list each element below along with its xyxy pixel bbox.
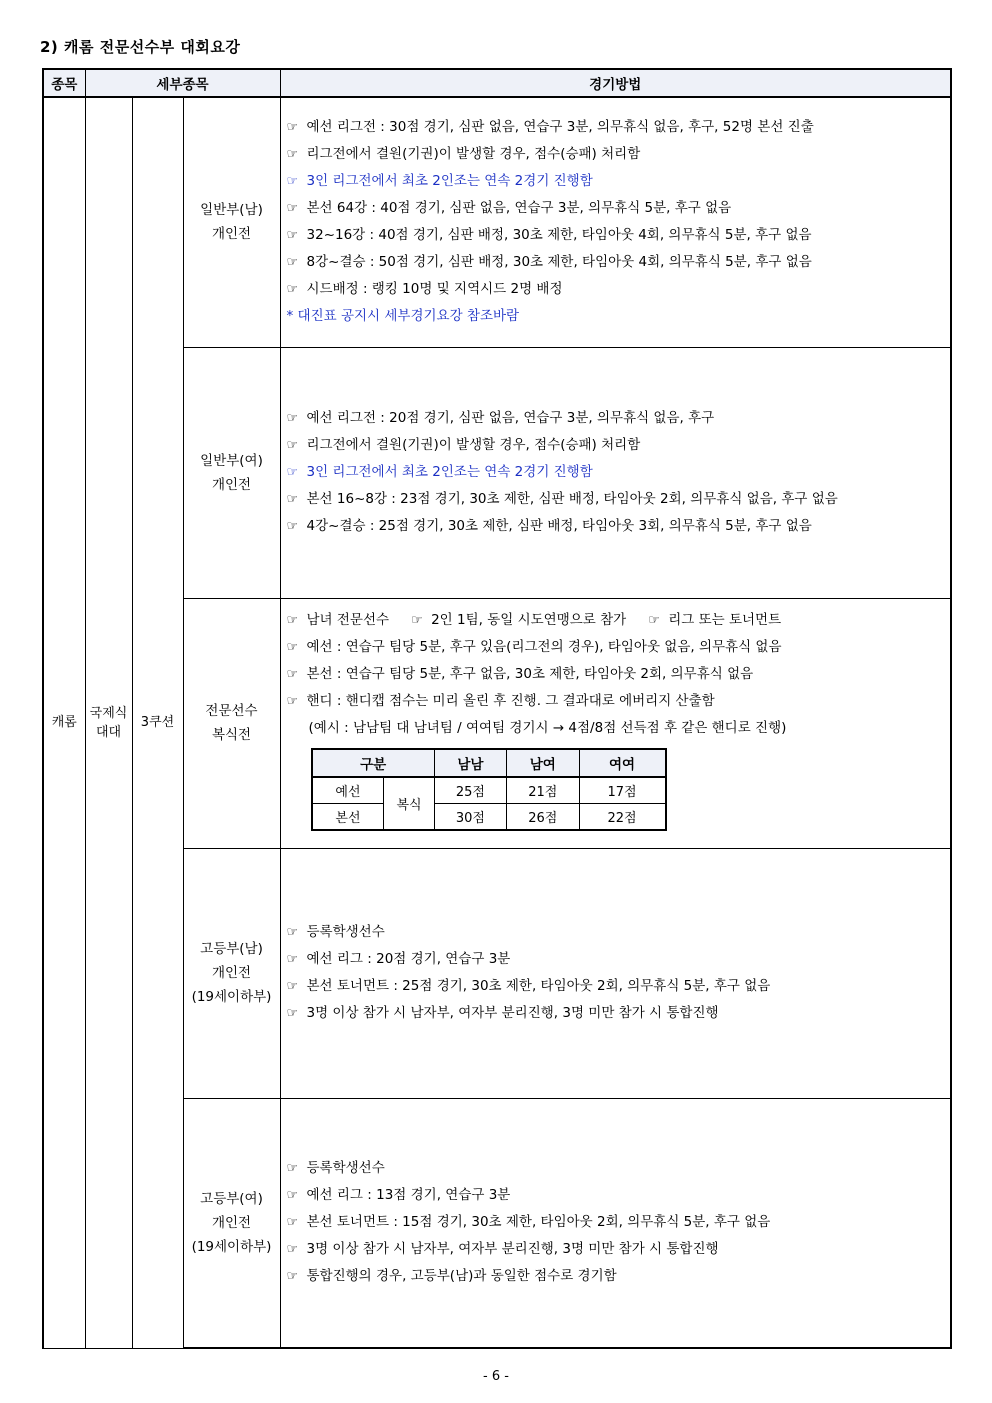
event-name-line: 일반부(여) [200, 452, 263, 469]
pointing-hand-icon: ☞ [286, 120, 299, 136]
method-text: 본선 : 연습구 팀당 5분, 후구 없음, 30초 제한, 타임아웃 2회, 의무휴식 없음 [306, 666, 754, 682]
method-text: 리그전에서 결원(기권)이 발생할 경우, 점수(승패) 처리함 [306, 146, 641, 163]
style-cell [85, 97, 132, 1348]
method-line [287, 249, 950, 276]
event-name-cell [183, 347, 280, 598]
event-name-line: 고등부(여) [200, 1190, 263, 1207]
method-text: 본선 64강 : 40점 경기, 심판 없음, 연습구 3분, 의무휴식 5분, 후구 없음 [306, 200, 732, 217]
method-text: 예선 리그 : 20점 경기, 연습구 3분 [306, 951, 511, 967]
pointing-hand-icon: ☞ [286, 694, 299, 709]
handicap-value: 26점 [507, 804, 579, 831]
method-text: 핸디 : 핸디캡 점수는 미리 올린 후 진행. 그 결과대로 에버리지 산출함 [306, 693, 715, 709]
method-text: 3인 리그전에서 최초 2인조는 연속 2경기 진행함 [306, 173, 593, 190]
method-line [287, 1182, 950, 1209]
event-name-line: 고등부(남) [200, 941, 263, 957]
pointing-hand-icon: ☞ [286, 1269, 299, 1285]
method-text: 등록학생선수 [306, 1160, 385, 1177]
method-line [287, 688, 950, 715]
event-name-line: 전문선수 [205, 703, 258, 719]
method-line [287, 634, 950, 661]
rules-table [42, 68, 952, 1349]
method-text: 본선 토너먼트 : 25점 경기, 30초 제한, 타임아웃 2회, 의무휴식 5분, 후구 없음 [306, 978, 771, 994]
method-text: 3명 이상 참가 시 남자부, 여자부 분리진행, 3명 미만 참가 시 통합진행 [306, 1241, 719, 1258]
method-text: 3인 리그전에서 최초 2인조는 연속 2경기 진행함 [306, 464, 593, 480]
method-line [287, 946, 950, 973]
pointing-hand-icon: ☞ [286, 492, 299, 507]
method-line [287, 195, 950, 222]
header-sport: 종목 [43, 69, 85, 97]
event-name-line: 일반부(남) [200, 202, 263, 219]
method-line [287, 1209, 950, 1236]
method-line [287, 919, 950, 946]
method-cell [280, 97, 951, 347]
method-text: 3명 이상 참가 시 남자부, 여자부 분리진행, 3명 미만 참가 시 통합진행 [306, 1005, 719, 1021]
method-text: 본선 토너먼트 : 15점 경기, 30초 제한, 타임아웃 2회, 의무휴식 5분, 후구 없음 [306, 1214, 771, 1231]
event-name-line: (19세이하부) [191, 1238, 272, 1255]
table-header-row [43, 69, 951, 97]
header-sub-event: 세부종목 [85, 69, 280, 97]
method-text: 본선 16~8강 : 23점 경기, 30초 제한, 심판 배정, 타임아웃 2회, 의무휴식 없음, 후구 없음 [306, 491, 838, 507]
event-name-line: 복식전 [211, 727, 252, 743]
pointing-hand-icon: ☞ [286, 465, 299, 480]
handicap-header: 여여 [579, 749, 666, 777]
pointing-hand-icon: ☞ [286, 1161, 299, 1177]
method-cell [280, 598, 951, 848]
header-method: 경기방법 [280, 69, 951, 97]
handicap-value: 22점 [579, 804, 666, 831]
handicap-header: 남남 [434, 749, 506, 777]
pointing-hand-icon: ☞ [286, 282, 299, 298]
handicap-table [311, 748, 667, 831]
pointing-hand-icon: ☞ [286, 925, 299, 940]
pointing-hand-icon: ☞ [286, 438, 299, 453]
method-line [287, 607, 950, 634]
pointing-hand-icon: ☞ [286, 952, 299, 967]
method-line [287, 661, 950, 688]
method-line [287, 432, 950, 459]
method-line [287, 973, 950, 1000]
handicap-value: 25점 [434, 777, 506, 804]
section-title: 2) 캐롬 전문선수부 대회요강 [40, 38, 241, 56]
method-line [287, 222, 950, 249]
method-text: 시드배정 : 랭킹 10명 및 지역시드 2명 배정 [306, 281, 563, 298]
table-row [312, 777, 666, 804]
pointing-hand-icon: ☞ [286, 411, 299, 426]
handicap-value: 21점 [507, 777, 579, 804]
method-line [287, 168, 950, 195]
style-label: 국제식 대대 [89, 705, 128, 740]
table-row [312, 804, 666, 831]
method-line [287, 459, 950, 486]
method-line [287, 1236, 950, 1263]
event-name-cell [183, 1098, 280, 1348]
method-text: 남녀 전문선수 [306, 612, 390, 628]
method-text: 8강~결승 : 50점 경기, 심판 배정, 30초 제한, 타임아웃 4회, 의무휴식 5분, 후구 없음 [306, 254, 812, 271]
event-name-line: 개인전 [211, 476, 252, 493]
method-text: 예선 리그전 : 30점 경기, 심판 없음, 연습구 3분, 의무휴식 없음, 후구, 52명 본선 진출 [306, 119, 814, 136]
method-text: 예선 리그전 : 20점 경기, 심판 없음, 연습구 3분, 의무휴식 없음, 후구 [306, 410, 715, 426]
method-line [287, 486, 950, 513]
pointing-hand-icon: ☞ [286, 1242, 299, 1258]
handicap-row-label: 본선 [312, 804, 384, 831]
pointing-hand-icon: ☞ [286, 1215, 299, 1231]
method-text: 예선 : 연습구 팀당 5분, 후구 있음(리그전의 경우), 타임아웃 없음, 의무휴식 없음 [306, 639, 782, 655]
pointing-hand-icon: ☞ [286, 1006, 299, 1021]
pointing-hand-icon: ☞ [286, 667, 299, 682]
pointing-hand-icon: ☞ [286, 201, 299, 217]
event-name-line: 개인전 [211, 965, 252, 981]
method-text: 리그 또는 토너먼트 [668, 612, 782, 628]
handicap-row-label: 예선 [312, 777, 384, 804]
method-text: 32~16강 : 40점 경기, 심판 배정, 30초 제한, 타임아웃 4회, 의무휴식 5분, 후구 없음 [306, 227, 812, 244]
method-cell [280, 848, 951, 1098]
method-text: 2인 1팀, 동일 시도연맹으로 참가 [431, 612, 627, 628]
pointing-hand-icon: ☞ [286, 255, 299, 271]
method-line [287, 513, 950, 540]
method-line [287, 141, 950, 168]
pointing-hand-icon: ☞ [648, 613, 660, 628]
pointing-hand-icon: ☞ [286, 174, 299, 190]
method-line [287, 303, 950, 330]
sport-cell: 캐롬 [43, 97, 85, 1348]
method-text: 4강~결승 : 25점 경기, 30초 제한, 심판 배정, 타임아웃 3회, 의무휴식 5분, 후구 없음 [306, 518, 812, 534]
event-name-line: (19세이하부) [191, 989, 272, 1005]
pointing-hand-icon: ☞ [286, 613, 299, 628]
handicap-merged-cell: 복식 [384, 777, 434, 830]
event-name-cell [183, 97, 280, 347]
method-text: 통합진행의 경우, 고등부(남)과 동일한 점수로 경기함 [306, 1268, 617, 1285]
method-line [287, 715, 950, 742]
event-name-line: 개인전 [211, 1214, 252, 1231]
method-line [287, 1000, 950, 1027]
method-text: 등록학생선수 [306, 924, 385, 940]
event-row [43, 97, 951, 347]
event-name-line: 개인전 [211, 226, 252, 243]
method-cell [280, 1098, 951, 1348]
pointing-hand-icon: ☞ [286, 640, 299, 655]
method-cell [280, 347, 951, 598]
method-text: * 대진표 공지시 세부경기요강 참조바람 [286, 308, 520, 325]
handicap-header: 남여 [507, 749, 579, 777]
event-name-cell [183, 598, 280, 848]
method-text: 리그전에서 결원(기권)이 발생할 경우, 점수(승패) 처리함 [306, 437, 641, 453]
type-cell: 3쿠션 [132, 97, 183, 1348]
method-line [287, 1263, 950, 1290]
pointing-hand-icon: ☞ [286, 979, 299, 994]
method-line [287, 114, 950, 141]
method-line [287, 276, 950, 303]
handicap-value: 30점 [434, 804, 506, 831]
page-number: - 6 - [483, 1369, 509, 1384]
method-text: 예선 리그 : 13점 경기, 연습구 3분 [306, 1187, 511, 1204]
method-line [287, 1155, 950, 1182]
pointing-hand-icon: ☞ [286, 228, 299, 244]
event-name-cell [183, 848, 280, 1098]
handicap-header: 구분 [312, 749, 435, 777]
pointing-hand-icon: ☞ [286, 1188, 299, 1204]
pointing-hand-icon: ☞ [411, 613, 423, 628]
method-text: (예시 : 남남팀 대 남녀팀 / 여여팀 경기시 → 4점/8점 선득점 후 같은 핸디로 진행) [308, 720, 787, 736]
method-line [287, 405, 950, 432]
pointing-hand-icon: ☞ [286, 519, 299, 534]
pointing-hand-icon: ☞ [286, 147, 299, 163]
handicap-value: 17점 [579, 777, 666, 804]
